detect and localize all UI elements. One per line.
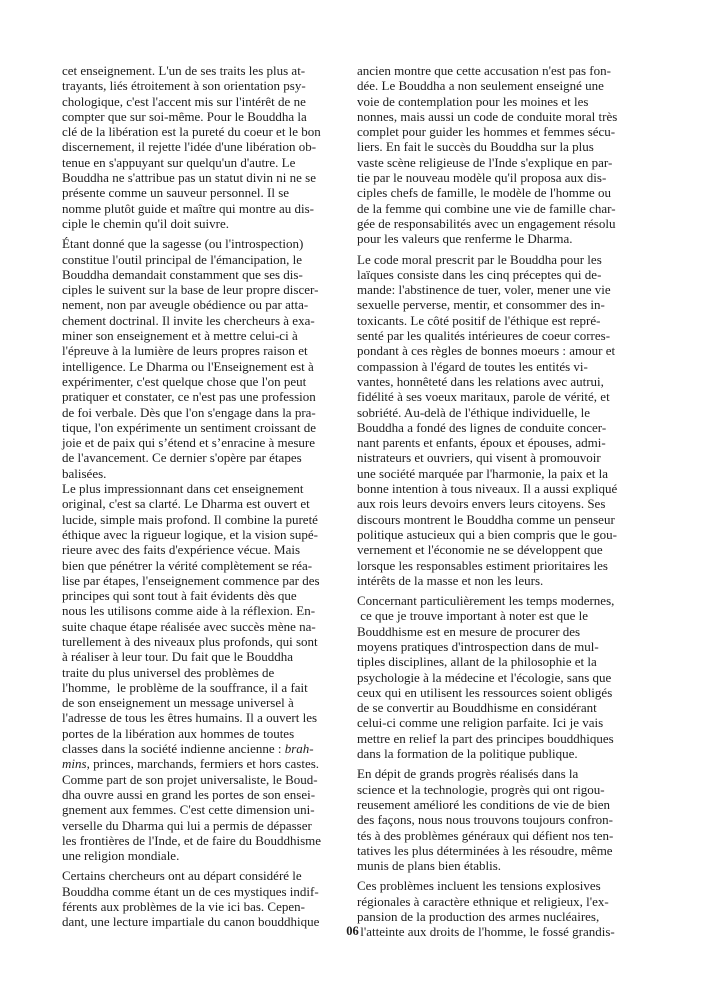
text-line: tés à des problèmes généraux qui défient nos ten- bbox=[357, 827, 614, 843]
text-line: traite du plus universel des problèmes de bbox=[62, 664, 275, 680]
text-line: discours montrent le Bouddha comme un penseur bbox=[357, 511, 615, 527]
text-run: , princes, marchands, fermiers et hors castes. bbox=[86, 756, 320, 772]
text-line: tatives les plus déterminées à les résoudre, même bbox=[357, 842, 613, 858]
text-line: laïques consiste dans les cinq préceptes qui de- bbox=[357, 266, 602, 282]
text-line: l'atteinte aux droits de l'homme, le fossé grandis- bbox=[357, 924, 615, 940]
text-line: fidélité à ses voeux maritaux, parole de vérité, et bbox=[357, 389, 610, 405]
text-line: tie par le nouveau modèle qu'il proposa aux dis- bbox=[357, 170, 607, 186]
text-line bbox=[62, 756, 354, 771]
text-line: vernement et l'économie ne se développent que bbox=[357, 542, 603, 558]
text-line: ciples le suivent sur la base de leur propre discer- bbox=[62, 282, 319, 298]
paragraph bbox=[62, 236, 354, 481]
text-line: celui-ci comme une religion parfaite. Ici je vais bbox=[357, 715, 604, 731]
text-line: mettre en relief la part des principes bouddhiques bbox=[357, 730, 614, 746]
text-line: moyens pratiques d'introspection dans de mul- bbox=[357, 638, 599, 654]
text-line: dha ouvre aussi en grand les portes de son ensei- bbox=[62, 786, 316, 802]
text-line: lucide, simple mais profond. Il combine la pureté bbox=[62, 511, 318, 527]
text-line: l'homme, le problème de la souffrance, il a fait bbox=[62, 679, 308, 695]
text-line: discernement, il rejette l'idée d'une libération ob- bbox=[62, 139, 317, 155]
text-line: bonne intention à tous niveaux. Il a aussi expliqué bbox=[357, 481, 618, 497]
text-line: En dépit de grands progrès réalisés dans la bbox=[357, 766, 579, 782]
text-line: les frontières de l'Inde, et de faire du Bouddhisme bbox=[62, 832, 322, 848]
text-line: portes de la libération aux hommes de toutes bbox=[62, 725, 295, 741]
text-line: complet pour guider les hommes et femmes sécu- bbox=[357, 124, 616, 140]
text-line: tiples disciplines, allant de la philosophie et la bbox=[357, 654, 597, 670]
text-line: de son enseignement un message universel à bbox=[62, 695, 294, 711]
text-line: Bouddhisme est en mesure de procurer des bbox=[357, 623, 581, 639]
text-line: de la femme qui combine une vie de famille char- bbox=[357, 200, 616, 216]
text-line: toxicants. Le côté positif de l'éthique est repré- bbox=[357, 312, 601, 328]
text-line: lise par étapes, l'enseignement commence par des bbox=[62, 572, 320, 588]
paragraph bbox=[357, 252, 649, 589]
text-line: Ces problèmes incluent les tensions explosives bbox=[357, 878, 601, 894]
text-line: tenue en s'appuyant sur quelqu'un d'autre. Le bbox=[62, 154, 296, 170]
text-line: dans la formation de la politique publique. bbox=[357, 746, 578, 762]
text-line: nonnes, mais aussi un code de conduite moral très bbox=[357, 108, 618, 124]
text-line: liers. En fait le succès du Bouddha sur la plus bbox=[357, 139, 594, 155]
text-line: vantes, honnêteté dans les relations avec autrui, bbox=[357, 373, 604, 389]
text-line: nistrateurs et ouvriers, qui visent à promouvoir bbox=[357, 450, 601, 466]
text-line: l'adresse de tous les êtres humains. Il a ouvert les bbox=[62, 710, 318, 726]
text-line: compassion à l'égard de toutes les entités vi- bbox=[357, 358, 588, 374]
paragraph bbox=[357, 593, 649, 761]
text-line: principes qui sont tout à fait évidents dès que bbox=[62, 588, 297, 604]
text-line: Certains chercheurs ont au départ considéré le bbox=[62, 868, 302, 884]
text-line: lorsque les responsables estiment prioritaires les bbox=[357, 557, 608, 573]
text-line: constitue l'outil principal de l'émancipation, le bbox=[62, 251, 303, 267]
text-line: rieure avec des faits d'expérience vécue. Mais bbox=[62, 542, 301, 558]
text-line: pratiquer et constater, ce n'est pas une profession bbox=[62, 389, 316, 405]
text-line: pondant à ces règles de bonnes moeurs : amour et bbox=[357, 343, 616, 359]
text-line: dant, une lecture impartiale du canon bouddhique bbox=[62, 914, 320, 930]
text-line: de l'avancement. Ce dernier s'opère par étapes bbox=[62, 450, 302, 466]
left-text-column bbox=[62, 63, 354, 930]
italic-text-run: mins bbox=[62, 756, 87, 772]
text-line: turellement à des niveaux plus profonds, qui sont bbox=[62, 633, 318, 649]
text-line: clé de la libération est la pureté du coeur et le bon bbox=[62, 124, 321, 140]
text-line: intérêts de la masse et non les leurs. bbox=[357, 572, 544, 588]
text-line: aux rois leurs devoirs envers leurs citoyens. Ses bbox=[357, 496, 606, 512]
text-line: original, c'est sa clarté. Le Dharma est ouvert et bbox=[62, 496, 310, 512]
text-line: Bouddha ne s'attribue pas un statut divin ni ne se bbox=[62, 170, 316, 186]
text-line: dée. Le Bouddha a non seulement enseigné une bbox=[357, 78, 604, 94]
text-line: cet enseignement. L'un de ses traits les plus at- bbox=[62, 63, 306, 78]
text-line: bien que pénétrer la vérité complètement se réa- bbox=[62, 557, 313, 573]
text-line: gée de responsabilités avec un engagement résolu bbox=[357, 215, 616, 231]
text-line: politique astucieux qui a bien compris que le gou- bbox=[357, 526, 617, 542]
text-line: sobriété. Au-delà de l'éthique individuelle, le bbox=[357, 404, 591, 420]
text-line: chologique, c'est l'accent mis sur l'intérêt de ne bbox=[62, 93, 306, 109]
text-line: miner son enseignement et à mettre celui-ci à bbox=[62, 328, 298, 344]
text-line: tique, l'on expérimente un sentiment croissant de bbox=[62, 419, 316, 435]
paragraph bbox=[62, 63, 354, 231]
text-line: éthique avec la rigueur logique, et la vision supé- bbox=[62, 526, 318, 542]
text-line: nomme plutôt guide et maître qui montre au dis- bbox=[62, 200, 315, 216]
text-line: vaste scène religieuse de l'Inde s'explique en par- bbox=[357, 154, 613, 170]
right-text-column bbox=[357, 63, 649, 940]
text-line: Le plus impressionnant dans cet enseignement bbox=[62, 481, 304, 497]
text-line: nous les utilisons comme aide à la réflexion. En- bbox=[62, 603, 316, 619]
text-line: régionales à caractère ethnique et religieux, l'ex- bbox=[357, 893, 609, 909]
text-line: ciples chefs de famille, le modèle de l'homme ou bbox=[357, 185, 611, 201]
text-line: ce que je trouve important à noter est que le bbox=[357, 608, 589, 624]
text-line: Bouddha demandait constamment que ses dis- bbox=[62, 266, 303, 282]
text-line: à réaliser à leur tour. Du fait que le Bouddha bbox=[62, 649, 294, 665]
text-line: compter que sur soi-même. Pour le Bouddha la bbox=[62, 108, 307, 124]
text-line: l'épreuve à la lumière de leurs propres raison et bbox=[62, 343, 308, 359]
text-line: senté par les qualités intérieures de coeur corres- bbox=[357, 328, 611, 344]
text-line: munis de plans bien établis. bbox=[357, 858, 502, 874]
text-line: intelligence. Le Dharma ou l'Enseignement est à bbox=[62, 358, 314, 374]
text-line bbox=[62, 741, 354, 756]
text-line: suite chaque étape réalisée avec succès mène na- bbox=[62, 618, 316, 634]
text-line: Comme part de son projet universaliste, le Boud- bbox=[62, 771, 318, 787]
text-line: Concernant particulièrement les temps modernes, bbox=[357, 593, 615, 609]
text-line: ciple le chemin qu'il doit suivre. bbox=[62, 215, 229, 231]
text-line: Bouddha comme étant un de ces mystiques indif- bbox=[62, 883, 319, 899]
text-line: Étant donné que la sagesse (ou l'introspection) bbox=[62, 236, 304, 252]
paragraph bbox=[357, 766, 649, 873]
text-line: de se convertir au Bouddhisme en considérant bbox=[357, 700, 597, 716]
text-line: Bouddha a fondé des lignes de conduite concer- bbox=[357, 419, 607, 435]
text-line: mande: l'abstinence de tuer, voler, mener une vie bbox=[357, 282, 611, 298]
text-line: ceux qui en utilisent les ressources soient obligés bbox=[357, 684, 613, 700]
text-line: des façons, nous nous trouvons toujours confron- bbox=[357, 812, 613, 828]
text-line: expérimenter, c'est quelque chose que l'on peut bbox=[62, 373, 307, 389]
paragraph bbox=[357, 63, 649, 247]
text-line: sexuelle perverse, mentir, et consommer des in- bbox=[357, 297, 605, 313]
paragraph bbox=[62, 868, 354, 929]
page-number: 06 bbox=[346, 924, 359, 938]
paragraph bbox=[62, 481, 354, 863]
text-run: classes dans la société indienne ancienne : bbox=[62, 741, 285, 757]
text-line: une religion mondiale. bbox=[62, 848, 180, 864]
text-line: chement doctrinal. Il invite les chercheurs à exa- bbox=[62, 312, 315, 328]
text-line: science et la technologie, progrès qui ont rigou- bbox=[357, 781, 605, 797]
text-line: reusement amélioré les conditions de vie de bien bbox=[357, 796, 611, 812]
text-line: nant parents et enfants, époux et épouses, admi- bbox=[357, 435, 606, 451]
text-line: voie de contemplation pour les moines et les bbox=[357, 93, 589, 109]
text-line: présente comme un sauveur personnel. Il se bbox=[62, 185, 290, 201]
italic-text-run: brah- bbox=[284, 741, 314, 757]
text-line: verselle du Dharma qui lui a permis de dépasser bbox=[62, 817, 312, 833]
text-line: nement, non par aveugle obédience ou par atta- bbox=[62, 297, 309, 313]
text-line: une société marquée par l'harmonie, la paix et la bbox=[357, 465, 609, 481]
text-line: pour les valeurs que renferme le Dharma. bbox=[357, 231, 573, 247]
text-line: joie et de paix qui s’étend et s’enracine à mesure bbox=[62, 435, 316, 451]
text-line: de foi verbale. Dès que l'on s'engage dans la pra- bbox=[62, 404, 316, 420]
text-line: psychologie à la médecine et l'écologie, sans que bbox=[357, 669, 612, 685]
text-line: Le code moral prescrit par le Bouddha pour les bbox=[357, 251, 602, 267]
text-line: trayants, liés étroitement à son orientation psy- bbox=[62, 78, 306, 94]
text-line: pansion de la production des armes nucléaires, bbox=[357, 909, 600, 925]
text-line: ancien montre que cette accusation n'est pas fon- bbox=[357, 63, 611, 78]
text-line: gnement aux femmes. C'est cette dimension uni- bbox=[62, 802, 315, 818]
text-line: balisées. bbox=[62, 465, 107, 481]
text-line: férents aux problèmes de la vie ici bas. Cepen- bbox=[62, 899, 305, 915]
